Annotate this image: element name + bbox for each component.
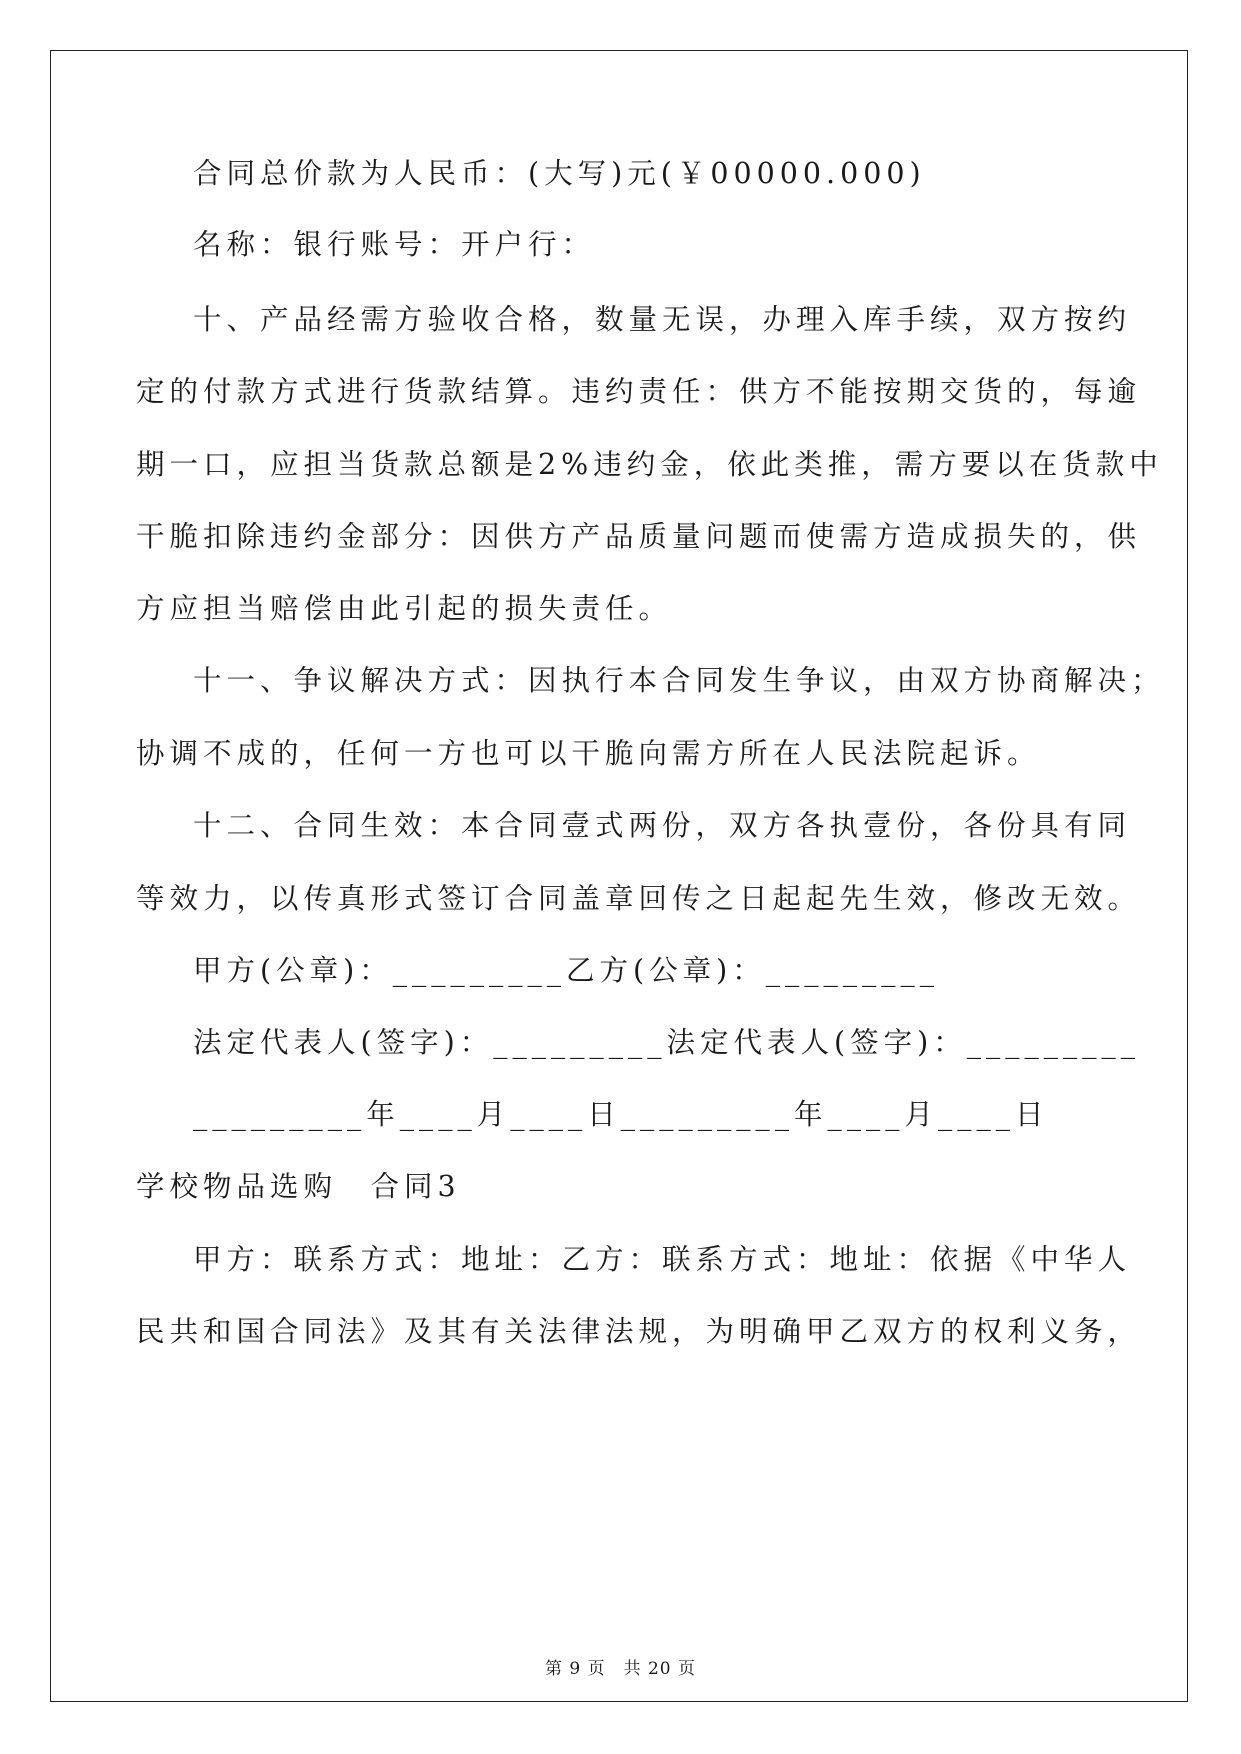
page-border	[50, 50, 1188, 1702]
clause-11-line-1: 十一、争议解决方式：因执行本合同发生争议，由双方协商解决；	[193, 664, 1165, 697]
clause-10-line-4: 干脆扣除违约金部分：因供方产品质量问题而使需方造成损失的，供	[136, 520, 1142, 553]
bank-info-line: 名称：银行账号：开户行：	[193, 228, 596, 261]
clause-12-line-2: 等效力，以传真形式签订合同盖章回传之日起起先生效，修改无效。	[136, 882, 1142, 915]
clause-10-line-1: 十、产品经需方验收合格，数量无误，办理入库手续，双方按约	[193, 303, 1132, 336]
clause-10-line-2: 定的付款方式进行货款结算。违约责任：供方不能按期交货的，每逾	[136, 375, 1142, 408]
clause-11-line-2: 协调不成的，任何一方也可以干脆向需方所在人民法院起诉。	[136, 737, 1041, 770]
date-line: _________年____月____日_________年____月____日	[193, 1098, 1049, 1131]
parties-intro-line-2: 民共和国合同法》及其有关法律法规，为明确甲乙双方的权利义务，	[136, 1315, 1142, 1348]
total-price-line: 合同总价款为人民币：(大写)元(￥00000.000)	[193, 157, 926, 190]
clause-12-line-1: 十二、合同生效：本合同壹式两份，双方各执壹份，各份具有同	[193, 809, 1132, 842]
clause-10-line-5: 方应担当赔偿由此引起的损失责任。	[136, 592, 673, 625]
page-number: 第 9 页 共 20 页	[544, 1659, 697, 1679]
section-title: 学校物品选购 合同3	[136, 1170, 461, 1203]
clause-10-line-3: 期一口，应担当货款总额是2%违约金，依此类推，需方要以在货款中	[136, 448, 1163, 481]
parties-intro-line-1: 甲方：联系方式：地址：乙方：联系方式：地址：依据《中华人	[193, 1243, 1132, 1276]
party-seal-line: 甲方(公章)：_________乙方(公章)：_________	[193, 954, 939, 987]
representative-signature-line: 法定代表人(签字)：_________法定代表人(签字)：_________	[193, 1026, 1140, 1059]
